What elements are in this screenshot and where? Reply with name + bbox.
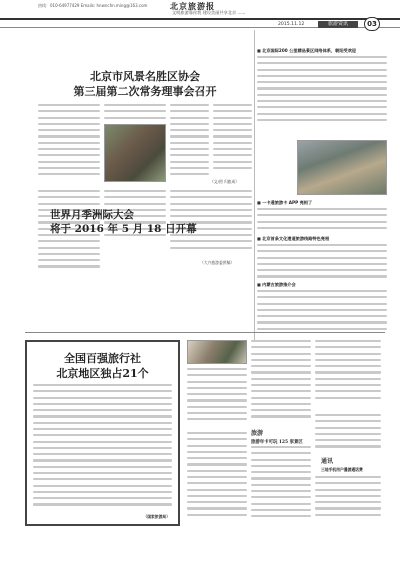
page-bar	[0, 18, 400, 28]
brief-3-body	[257, 244, 387, 282]
brief-2	[257, 200, 387, 234]
lead-photo	[104, 124, 166, 182]
slogan: 文明旅游靠你我 建设美丽共享北京 ......	[172, 10, 246, 15]
brief-3-title: ■ 北京首条文化遗道旅游线路特色亮相	[257, 236, 387, 242]
sub-section-telecom-text: 三地手机用户漫游通话费	[321, 467, 363, 472]
column-divider	[254, 30, 255, 340]
second-caption: （大兴旅游委供稿）	[200, 260, 235, 265]
lead-headline-2: 第三届第二次常务理事会召开	[73, 85, 217, 98]
column-label: 旅游资讯	[318, 21, 358, 28]
lead-article	[38, 30, 252, 330]
lower-body-col1	[187, 368, 247, 426]
issue-date: 2015.11.12	[278, 22, 305, 27]
boxed-headline-2: 北京地区独占21个	[56, 367, 149, 380]
brief-1-title: ■ 北京国际200 公里精品景区网络体系，朝阳受欢迎	[257, 48, 387, 54]
sub-section-travel-label: 旅游	[251, 430, 264, 437]
lower-body-col2	[251, 340, 311, 426]
brief-3	[257, 236, 387, 282]
lead-caption: （文/图 归旅成）	[210, 179, 240, 184]
page-number: 03	[364, 17, 380, 31]
sub-section-travel-text: 旅游年卡可玩 125 家景区	[251, 440, 303, 445]
lower-body-col7	[315, 476, 381, 522]
brief-4	[257, 282, 387, 334]
contact-info: 热线：010-64977429 Emails: hnwnchn.ming@163.com	[38, 3, 148, 8]
lead-body-col1	[38, 104, 100, 182]
masthead: 北京旅游报	[170, 1, 215, 11]
lower-body-col6	[315, 414, 381, 452]
lower-body-col3	[315, 340, 381, 410]
brief-photo	[297, 140, 387, 195]
news-brief-column	[257, 30, 387, 330]
sub-section-travel	[251, 428, 311, 445]
brief-4-title: ■ 内蒙古旅游推介会	[257, 282, 387, 288]
section-rule	[25, 332, 385, 333]
sub-section-telecom-label: 通讯	[321, 458, 334, 465]
boxed-article	[25, 340, 180, 526]
sub-section-telecom	[321, 456, 381, 473]
lead-headline-1: 北京市风景名胜区协会	[90, 70, 200, 83]
boxed-source: （国家旅游局）	[143, 514, 170, 519]
brief-4-body	[257, 290, 387, 334]
boxed-headline-1: 全国百强旅行社	[64, 352, 141, 365]
brief-1	[257, 48, 387, 126]
second-headline-2: 将于 2016 年 5 月 18 日开幕	[50, 223, 197, 235]
lead-body-col3	[170, 104, 209, 182]
lead-body-col4	[213, 104, 252, 182]
lower-body-col4	[187, 432, 247, 522]
brief-1-body	[257, 56, 387, 126]
second-headline-1: 世界月季洲际大会	[50, 209, 134, 221]
brief-2-body	[257, 208, 387, 234]
brief-2-title: ■ 一卡通旅游卡 APP 亮相了	[257, 200, 387, 206]
lower-photo	[187, 340, 247, 364]
lower-articles	[187, 340, 382, 526]
lower-body-col5	[251, 446, 311, 522]
lead-body-col2	[104, 104, 166, 122]
boxed-body	[33, 384, 172, 514]
